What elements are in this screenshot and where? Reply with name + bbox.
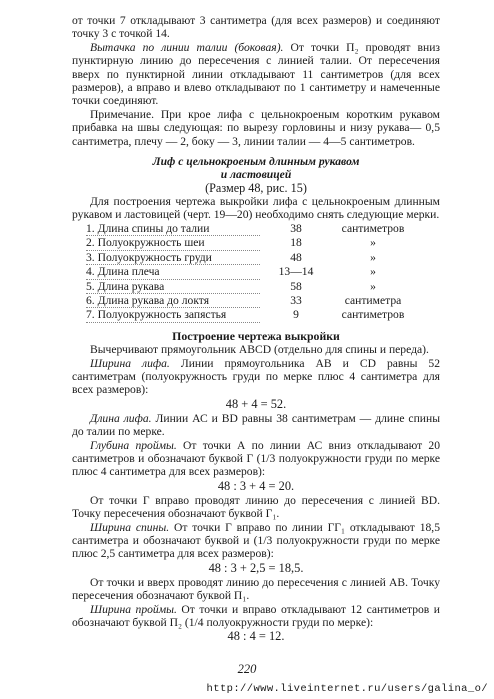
section-heading: Построение чертежа выкройки bbox=[172, 328, 340, 343]
measurement-value: 38 bbox=[290, 222, 302, 236]
measurement-unit: » bbox=[370, 279, 376, 293]
measurement-value: 18 bbox=[290, 236, 302, 250]
measurement-value: 9 bbox=[293, 308, 299, 322]
measurement-row bbox=[86, 236, 414, 250]
paragraph: Для построения чертежа выкройки лифа с цельнокроеным длинным рукавом и ластовицей (черт. 19—20) необходимо снять следующие мерки. bbox=[72, 195, 440, 222]
measurements-table bbox=[86, 222, 414, 323]
paragraph-bodice-length bbox=[72, 412, 440, 439]
page-number: 220 bbox=[237, 662, 257, 676]
section-subtitle: (Размер 48, рис. 15) bbox=[205, 181, 307, 196]
measurement-row bbox=[86, 308, 414, 322]
paragraph-text: Линии прямоугольника АВ и CD равны 52 сантиметрам (полуокружность груди по мерке плюс 4 сантиметра для всех размеров): bbox=[72, 356, 440, 397]
measurement-row bbox=[86, 265, 414, 279]
measurement-value: 33 bbox=[290, 293, 302, 307]
measurement-unit: » bbox=[370, 250, 376, 264]
measurement-unit: » bbox=[370, 265, 376, 279]
formula: 48 : 4 = 12. bbox=[227, 629, 285, 644]
paragraph-lead: Ширина спины. bbox=[90, 520, 170, 534]
paragraph-text: Линии АС и BD равны 38 сантиметрам — длине спины до талии по мерке. bbox=[72, 411, 440, 439]
paragraph: Вычерчивают прямоугольник ABCD (отдельно для спины и переда). bbox=[90, 343, 429, 357]
formula: 48 + 4 = 52. bbox=[225, 396, 287, 411]
measurement-name: 3. Полуокружность груди bbox=[86, 250, 260, 264]
paragraph-lead: Вытачка по линии талии (боковая). bbox=[90, 40, 284, 54]
paragraph-text: От точки и вправо откладывают 12 сантиметров и обозначают буквой П₂ (1/4 полуокружности груди по мерке): bbox=[72, 602, 440, 630]
source-url: http://www.liveinternet.ru/users/galina_o/ bbox=[206, 683, 488, 695]
paragraph-note: Примечание. При крое лифа с цельнокроеным коротким рукавом прибавка на швы следующая: по вырезу горловины и низу рукава— 0,5 сантиметра, плечу — 2, боку — 3, линии талии — 4—5 сантиметров. bbox=[72, 107, 440, 148]
measurement-name: 2. Полуокружность шеи bbox=[86, 236, 260, 250]
measurement-name: 7. Полуокружность запястья bbox=[86, 308, 260, 322]
paragraph-waist-dart bbox=[72, 41, 440, 108]
paragraph-lead: Глубина проймы. bbox=[90, 438, 177, 452]
formula: 48 : 3 + 4 = 20. bbox=[217, 478, 295, 493]
measurement-unit: » bbox=[370, 236, 376, 250]
paragraph-text: От точки Г вправо по линии ГГ₁ откладывают 18,5 сантиметра и обозначают буквой и (1/3 полуокружности груди по мерке плюс 2,5 сантиметра для всех размеров): bbox=[72, 520, 440, 561]
measurement-row bbox=[86, 250, 414, 264]
measurement-unit: сантиметров bbox=[341, 308, 405, 322]
page-content bbox=[72, 14, 440, 644]
paragraph-text: От точки П₂ проводят вниз пунктирную линию до пересечения с линией талии. От пересечения вверх по пунктирной линии откладывают 11 сантиметров (для всех размеров), а вправо и влево откладывают по 1 сантиметру и намеченные точки соединяют. bbox=[72, 40, 440, 108]
measurement-name: 4. Длина плеча bbox=[86, 265, 260, 279]
measurement-row bbox=[86, 222, 414, 236]
paragraph: От точки Г вправо проводят линию до пересечения с линией BD. Точку пересечения обозначают буквой Г₁. bbox=[72, 493, 440, 521]
measurement-unit: сантиметра bbox=[344, 293, 402, 307]
measurement-value: 48 bbox=[290, 250, 302, 264]
paragraph-armhole-width bbox=[72, 603, 440, 630]
paragraph-back-width bbox=[72, 521, 440, 561]
formula: 48 : 3 + 2,5 = 18,5. bbox=[208, 560, 304, 575]
measurement-name: 5. Длина рукава bbox=[86, 279, 260, 293]
section-title: Лиф с цельнокроеным длинным рукавом bbox=[152, 155, 360, 169]
paragraph: От точки и вверх проводят линию до пересечения с линией АВ. Точку пересечения обозначают буквой П₁. bbox=[72, 575, 440, 603]
measurement-row bbox=[86, 279, 414, 293]
measurement-name: 6. Длина рукава до локтя bbox=[86, 293, 260, 307]
measurement-row bbox=[86, 293, 414, 307]
measurement-unit: сантиметров bbox=[341, 222, 405, 236]
paragraph-lead: Длина лифа. bbox=[90, 411, 152, 425]
paragraph-armhole-depth bbox=[72, 439, 440, 479]
paragraph: от точки 7 откладывают 3 сантиметра (для всех размеров) и соединяют точку 3 с точкой 14. bbox=[72, 14, 440, 41]
paragraph-lead: Ширина проймы. bbox=[90, 602, 177, 616]
measurement-value: 58 bbox=[290, 279, 302, 293]
paragraph-lead: Ширина лифа. bbox=[90, 356, 170, 370]
measurement-name: 1. Длина спины до талии bbox=[86, 222, 260, 236]
paragraph-text: От точки А по линии АС вниз откладывают 20 сантиметров и обозначают буквой Г (1/3 полуокружности груди по мерке плюс 4 сантиметра для всех размеров): bbox=[72, 438, 441, 479]
section-title-line2: и ластовицей bbox=[220, 168, 292, 182]
measurement-value: 13—14 bbox=[278, 265, 314, 279]
paragraph-bodice-width bbox=[72, 357, 440, 397]
